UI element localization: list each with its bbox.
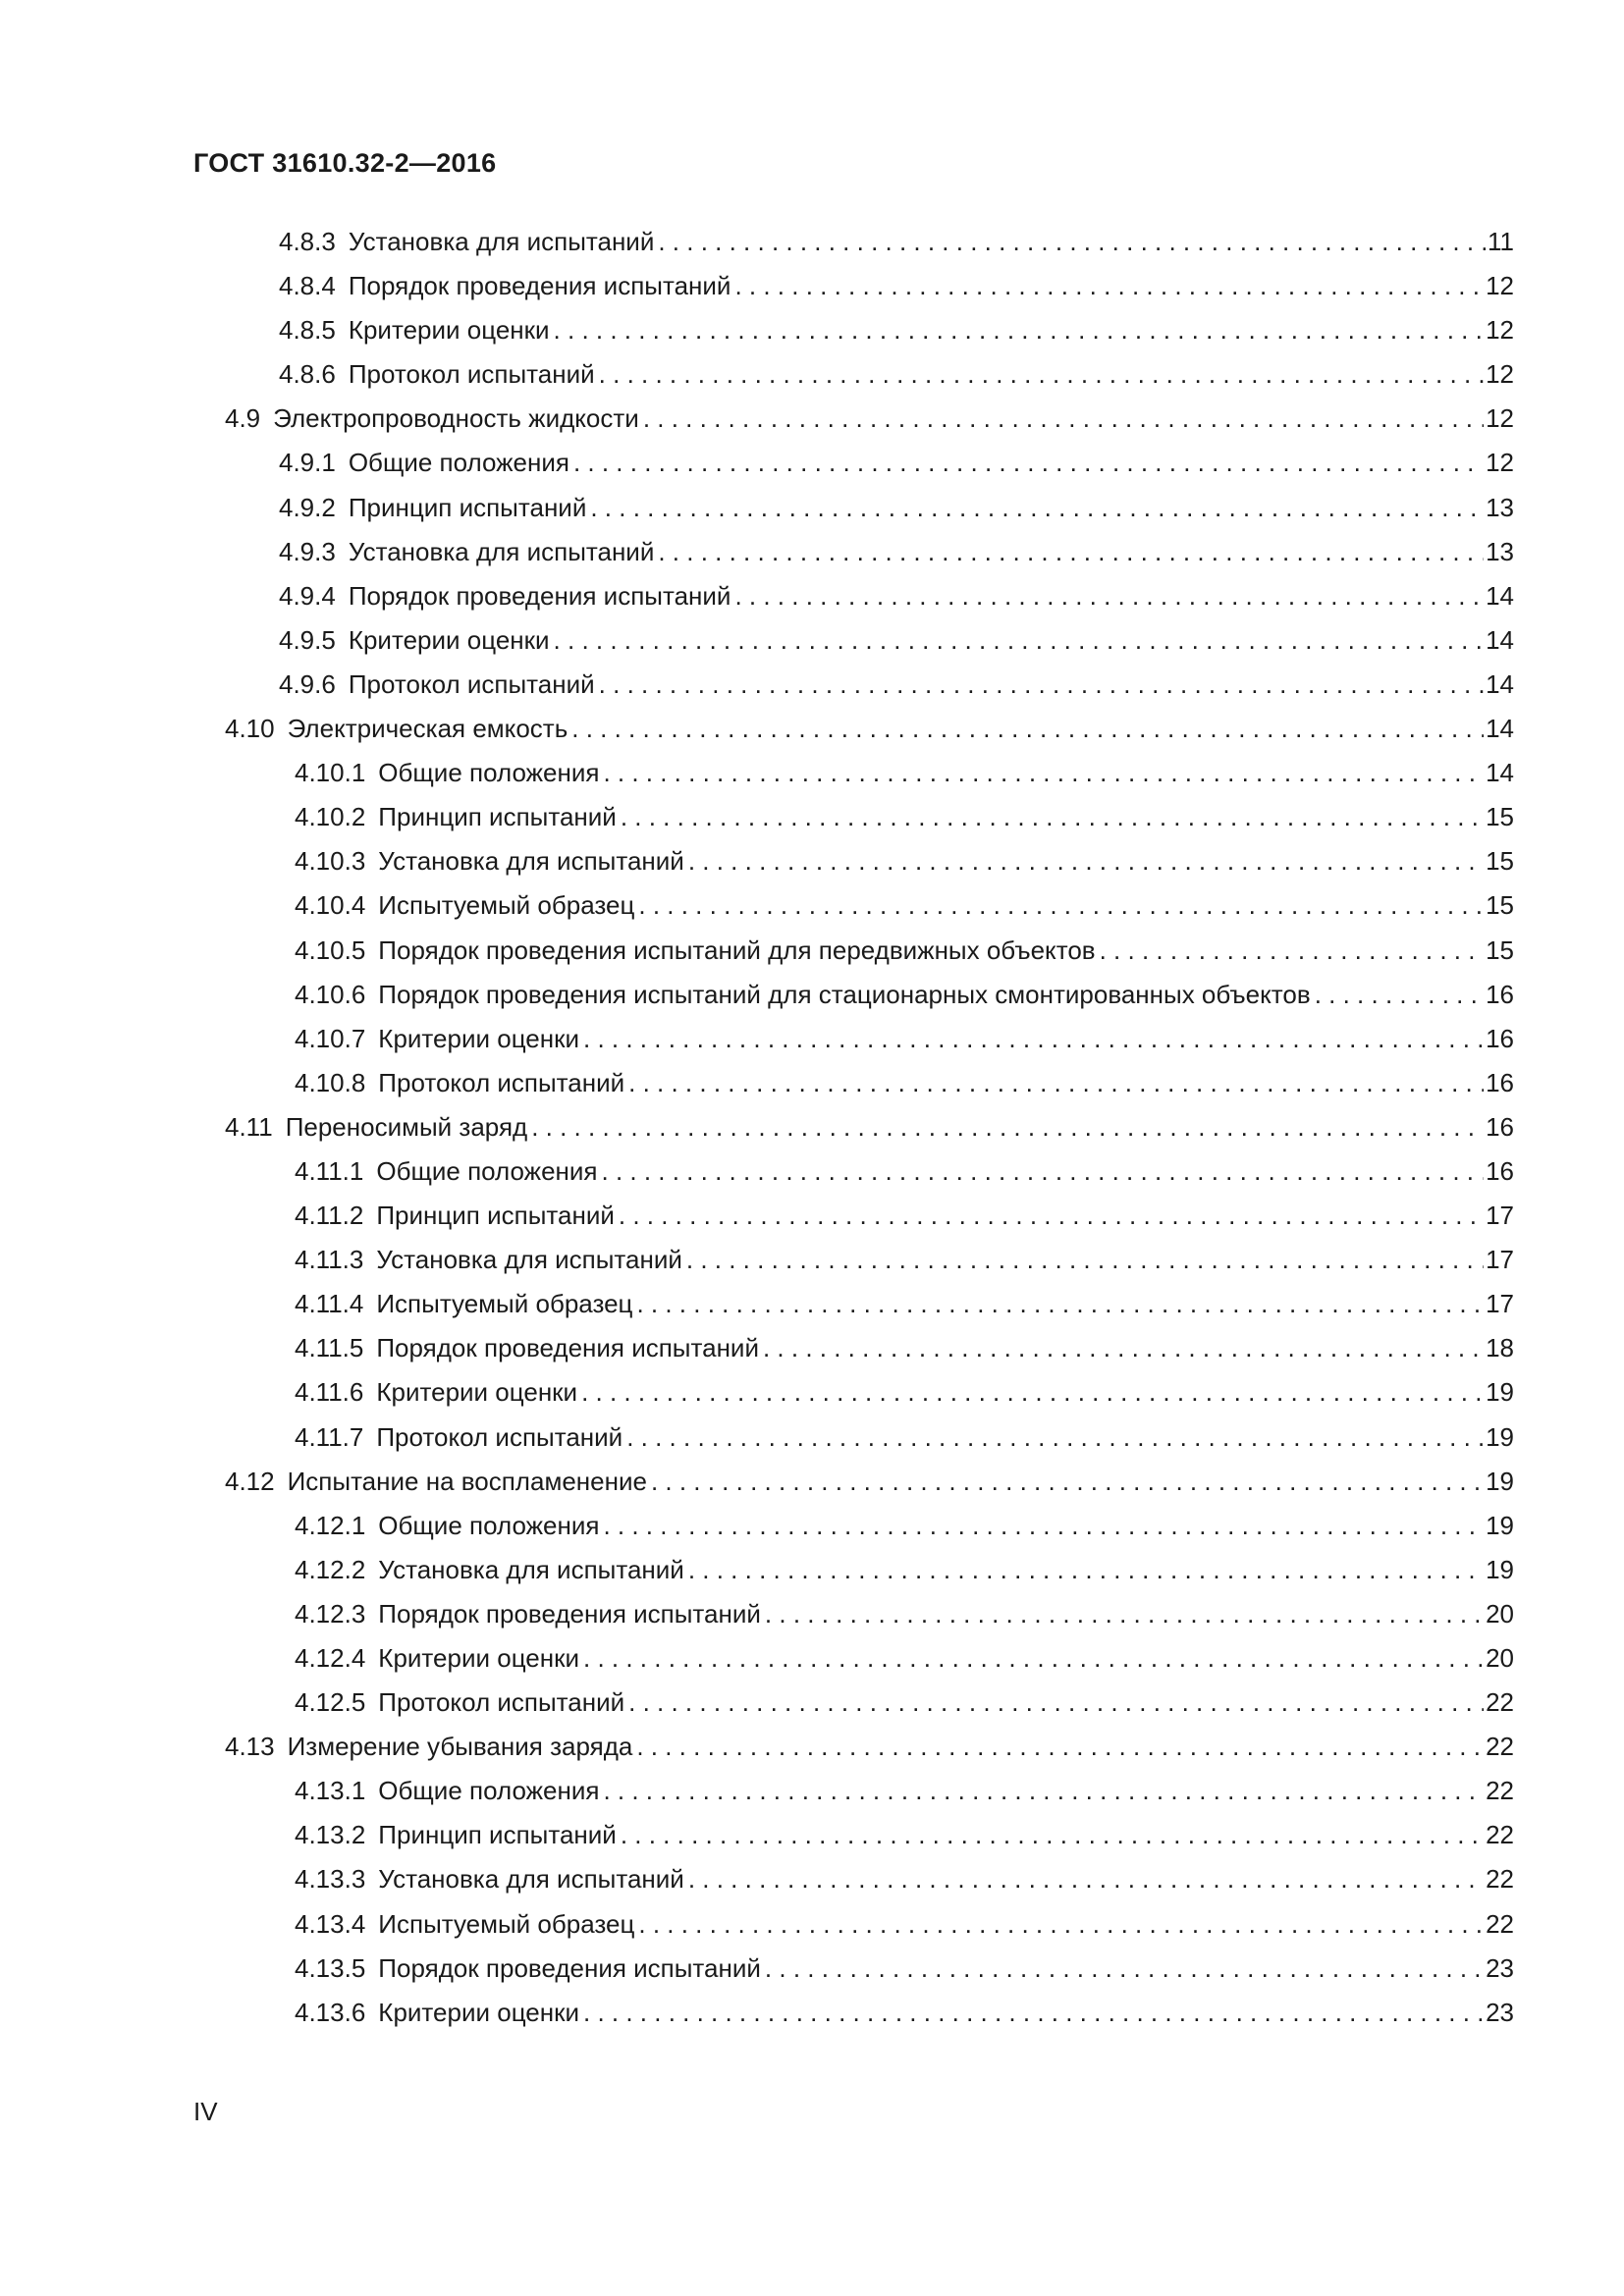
toc-entry[interactable] (0, 308, 1624, 352)
toc-dot-leader (1315, 973, 1484, 1017)
toc-entry-title: Протокол испытаний (378, 1067, 625, 1097)
toc-entry-title: Электропроводность жидкости (273, 403, 639, 434)
toc-entry-title: Принцип испытаний (378, 802, 617, 832)
toc-dot-leader (643, 397, 1484, 441)
toc-entry-page: 16 (1486, 1067, 1514, 1097)
toc-entry-number: 4.11.6 (295, 1377, 364, 1408)
toc-entry-number: 4.9.3 (279, 536, 336, 566)
toc-entry-line (295, 1017, 1514, 1061)
toc-entry-page: 22 (1486, 1864, 1514, 1895)
toc-entry-line (279, 530, 1514, 574)
toc-dot-leader (554, 308, 1485, 352)
toc-entry-number: 4.8.3 (279, 227, 336, 256)
toc-entry[interactable] (0, 486, 1624, 530)
toc-entry-line (279, 264, 1514, 308)
toc-entry-page: 19 (1486, 1510, 1514, 1540)
toc-entry-number: 4.9.4 (279, 580, 336, 611)
toc-entry-number: 4.10.7 (295, 1023, 366, 1053)
toc-entry-title: Критерии оценки (348, 624, 550, 655)
toc-entry-title: Порядок проведения испытаний для стационарных смонтированных объектов (378, 979, 1311, 1009)
toc-entry[interactable] (0, 1636, 1624, 1681)
toc-entry-line (295, 1947, 1514, 1991)
toc-entry[interactable] (0, 929, 1624, 973)
toc-entry-page: 15 (1486, 890, 1514, 921)
toc-entry-line (295, 1238, 1514, 1282)
toc-entry-page: 19 (1486, 1377, 1514, 1408)
toc-entry-page: 22 (1486, 1776, 1514, 1806)
toc-entry[interactable] (0, 839, 1624, 883)
toc-dot-leader (603, 751, 1484, 795)
toc-dot-leader (531, 1105, 1484, 1149)
toc-entry-line (295, 1504, 1514, 1548)
toc-entry[interactable] (0, 1813, 1624, 1857)
toc-entry-title: Критерии оценки (376, 1377, 578, 1408)
toc-entry-number: 4.9.5 (279, 624, 336, 655)
toc-entry-title: Протокол испытаний (348, 668, 595, 699)
toc-entry-page: 13 (1486, 492, 1514, 522)
toc-dot-leader (688, 839, 1484, 883)
toc-entry-line (295, 929, 1514, 973)
toc-entry[interactable] (0, 663, 1624, 707)
toc-entry[interactable] (0, 1504, 1624, 1548)
toc-entry-title: Порядок проведения испытаний (378, 1598, 761, 1629)
toc-entry-page: 16 (1486, 979, 1514, 1009)
toc-entry-number: 4.11.7 (295, 1421, 364, 1452)
toc-entry[interactable] (0, 707, 1624, 751)
toc-entry-line (295, 751, 1514, 795)
toc-dot-leader (590, 486, 1484, 530)
toc-entry-line (279, 441, 1514, 485)
toc-entry-page: 15 (1486, 934, 1514, 965)
toc-entry[interactable] (0, 618, 1624, 663)
toc-entry-number: 4.11.2 (295, 1201, 364, 1231)
toc-entry-page: 12 (1486, 403, 1514, 434)
toc-entry-line (279, 486, 1514, 530)
toc-entry-number: 4.8.5 (279, 315, 336, 346)
toc-dot-leader (688, 1857, 1484, 1901)
toc-entry-number: 4.13.5 (295, 1952, 366, 1983)
toc-entry-title: Порядок проведения испытаний для передвижных объектов (378, 934, 1096, 965)
toc-entry-number: 4.12.5 (295, 1687, 366, 1718)
toc-entry[interactable] (0, 795, 1624, 839)
toc-entry-number: 4.10.2 (295, 802, 366, 832)
toc-entry[interactable] (0, 1238, 1624, 1282)
toc-entry[interactable] (0, 1326, 1624, 1370)
toc-entry-number: 4.13.1 (295, 1776, 366, 1806)
toc-entry-title: Общие положения (376, 1155, 598, 1186)
toc-entry-number: 4.10 (225, 714, 275, 744)
toc-dot-leader (583, 1991, 1484, 2035)
toc-entry-page: 19 (1486, 1554, 1514, 1584)
toc-entry-line (295, 1194, 1514, 1238)
toc-entry-page: 12 (1486, 448, 1514, 478)
toc-entry-number: 4.8.6 (279, 359, 336, 390)
toc-dot-leader (554, 618, 1485, 663)
toc-entry-page: 20 (1486, 1643, 1514, 1673)
toc-dot-leader (599, 352, 1484, 397)
toc-entry-number: 4.9.1 (279, 448, 336, 478)
toc-entry-line (225, 1105, 1514, 1149)
toc-entry-title: Испытание на воспламенение (287, 1466, 647, 1496)
toc-entry[interactable] (0, 1282, 1624, 1326)
toc-entry-title: Общие положения (378, 1776, 600, 1806)
toc-entry-number: 4.11.4 (295, 1289, 364, 1319)
toc-entry[interactable] (0, 1194, 1624, 1238)
toc-dot-leader (636, 1725, 1484, 1769)
toc-entry-title: Общие положения (348, 448, 569, 478)
toc-entry-page: 13 (1486, 536, 1514, 566)
toc-entry[interactable] (0, 1061, 1624, 1105)
toc-entry[interactable] (0, 1548, 1624, 1592)
toc-entry[interactable] (0, 530, 1624, 574)
toc-entry-number: 4.11.3 (295, 1245, 364, 1275)
toc-entry-title: Критерии оценки (378, 1997, 580, 2027)
toc-dot-leader (765, 1592, 1484, 1636)
toc-entry-page: 23 (1486, 1952, 1514, 1983)
toc-dot-leader (573, 441, 1484, 485)
toc-entry[interactable] (0, 1725, 1624, 1769)
toc-entry-page: 14 (1486, 624, 1514, 655)
toc-entry-number: 4.13.6 (295, 1997, 366, 2027)
toc-entry-page: 22 (1486, 1908, 1514, 1939)
toc-entry[interactable] (0, 264, 1624, 308)
toc-entry[interactable] (0, 1415, 1624, 1460)
toc-entry-line (295, 973, 1514, 1017)
toc-entry-number: 4.13 (225, 1732, 275, 1762)
toc-entry[interactable] (0, 1017, 1624, 1061)
toc-entry-number: 4.10.4 (295, 890, 366, 921)
toc-entry-page: 17 (1486, 1245, 1514, 1275)
toc-dot-leader (688, 1548, 1484, 1592)
toc-entry-number: 4.10.8 (295, 1067, 366, 1097)
toc-entry-title: Испытуемый образец (378, 1908, 635, 1939)
toc-entry-line (225, 1725, 1514, 1769)
toc-entry-number: 4.10.6 (295, 979, 366, 1009)
toc-entry-number: 4.13.2 (295, 1820, 366, 1850)
toc-entry-line (295, 1282, 1514, 1326)
toc-dot-leader (599, 663, 1484, 707)
toc-entry-page: 23 (1486, 1997, 1514, 2027)
toc-entry-line (295, 1415, 1514, 1460)
toc-entry-line (295, 1681, 1514, 1725)
toc-entry[interactable] (0, 973, 1624, 1017)
toc-entry-number: 4.10.3 (295, 846, 366, 877)
toc-entry[interactable] (0, 1460, 1624, 1504)
toc-entry-line (225, 707, 1514, 751)
toc-entry-line (295, 1857, 1514, 1901)
toc-entry-number: 4.11.5 (295, 1333, 364, 1363)
toc-entry-line (279, 618, 1514, 663)
toc-entry-page: 16 (1486, 1023, 1514, 1053)
toc-entry[interactable] (0, 1947, 1624, 1991)
toc-entry-title: Электрическая емкость (287, 714, 568, 744)
toc-dot-leader (583, 1636, 1484, 1681)
toc-dot-leader (581, 1370, 1484, 1415)
toc-entry-page: 18 (1486, 1333, 1514, 1363)
toc-dot-leader (734, 574, 1484, 618)
toc-entry-title: Порядок проведения испытаний (376, 1333, 759, 1363)
toc-entry-title: Критерии оценки (348, 315, 550, 346)
toc-dot-leader (626, 1415, 1484, 1460)
toc-dot-leader (628, 1061, 1484, 1105)
toc-entry-title: Порядок проведения испытаний (348, 271, 731, 301)
toc-entry-page: 22 (1486, 1732, 1514, 1762)
toc-entry-page: 14 (1486, 668, 1514, 699)
toc-entry-title: Протокол испытаний (378, 1687, 625, 1718)
toc-entry-line (295, 1991, 1514, 2035)
toc-entry-number: 4.11.1 (295, 1155, 364, 1186)
toc-entry-line (225, 397, 1514, 441)
toc-dot-leader (636, 1282, 1484, 1326)
toc-entry-line (295, 839, 1514, 883)
toc-entry-title: Установка для испытаний (378, 1554, 684, 1584)
toc-entry-title: Измерение убывания заряда (287, 1732, 633, 1762)
toc-entry-page: 19 (1486, 1421, 1514, 1452)
toc-entry-page: 14 (1486, 758, 1514, 788)
toc-entry-page: 20 (1486, 1598, 1514, 1629)
toc-entry[interactable] (0, 1857, 1624, 1901)
toc-entry[interactable] (0, 220, 1624, 264)
toc-entry-title: Принцип испытаний (348, 492, 587, 522)
toc-entry-page: 11 (1488, 227, 1514, 256)
toc-entry-number: 4.13.3 (295, 1864, 366, 1895)
toc-entry-line (295, 1061, 1514, 1105)
toc-dot-leader (1100, 929, 1484, 973)
toc-dot-leader (628, 1681, 1484, 1725)
toc-entry-line (279, 308, 1514, 352)
toc-entry-number: 4.10.5 (295, 934, 366, 965)
toc-entry-line (295, 1548, 1514, 1592)
toc-entry-number: 4.12.4 (295, 1643, 366, 1673)
toc-dot-leader (638, 883, 1484, 928)
toc-entry-line (295, 1769, 1514, 1813)
toc-entry-line (295, 1370, 1514, 1415)
toc-entry-number: 4.12.3 (295, 1598, 366, 1629)
toc-dot-leader (658, 220, 1486, 264)
toc-entry-title: Установка для испытаний (378, 846, 684, 877)
toc-entry-title: Критерии оценки (378, 1643, 580, 1673)
toc-entry-line (279, 220, 1514, 264)
toc-dot-leader (603, 1769, 1484, 1813)
toc-entry-line (295, 1902, 1514, 1947)
toc-entry-title: Порядок проведения испытаний (348, 580, 731, 611)
toc-dot-leader (621, 795, 1484, 839)
toc-entry[interactable] (0, 1902, 1624, 1947)
toc-entry-page: 15 (1486, 802, 1514, 832)
toc-entry[interactable] (0, 1681, 1624, 1725)
toc-entry[interactable] (0, 352, 1624, 397)
toc-entry-line (295, 795, 1514, 839)
toc-entry-number: 4.10.1 (295, 758, 366, 788)
toc-entry-line (295, 1813, 1514, 1857)
toc-entry-title: Общие положения (378, 1510, 600, 1540)
toc-entry-line (279, 574, 1514, 618)
toc-dot-leader (658, 530, 1484, 574)
toc-entry[interactable] (0, 751, 1624, 795)
toc-entry-line (295, 1636, 1514, 1681)
toc-entry-page: 22 (1486, 1687, 1514, 1718)
toc-entry-title: Протокол испытаний (376, 1421, 623, 1452)
toc-entry-title: Испытуемый образец (378, 890, 635, 921)
toc-entry-title: Критерии оценки (378, 1023, 580, 1053)
toc-entry-line (295, 883, 1514, 928)
toc-entry-line (295, 1326, 1514, 1370)
toc-dot-leader (583, 1017, 1484, 1061)
toc-entry-page: 15 (1486, 846, 1514, 877)
toc-entry[interactable] (0, 1592, 1624, 1636)
toc-entry-page: 22 (1486, 1820, 1514, 1850)
toc-entry-number: 4.9.6 (279, 668, 336, 699)
toc-entry-title: Испытуемый образец (376, 1289, 633, 1319)
toc-entry-title: Принцип испытаний (376, 1201, 615, 1231)
toc-entry-page: 12 (1486, 359, 1514, 390)
toc-entry-title: Принцип испытаний (378, 1820, 617, 1850)
toc-entry-number: 4.12.2 (295, 1554, 366, 1584)
toc-entry-number: 4.8.4 (279, 271, 336, 301)
toc-entry-title: Порядок проведения испытаний (378, 1952, 761, 1983)
toc-dot-leader (734, 264, 1484, 308)
toc-entry-title: Протокол испытаний (348, 359, 595, 390)
toc-entry-page: 17 (1486, 1201, 1514, 1231)
toc-dot-leader (602, 1149, 1485, 1194)
toc-entry-page: 16 (1486, 1155, 1514, 1186)
toc-entry[interactable] (0, 883, 1624, 928)
toc-entry-page: 12 (1486, 271, 1514, 301)
toc-entry-page: 14 (1486, 714, 1514, 744)
toc-dot-leader (763, 1326, 1484, 1370)
toc-entry-title: Установка для испытаний (348, 227, 655, 256)
toc-entry[interactable] (0, 1105, 1624, 1149)
toc-entry-line (295, 1592, 1514, 1636)
toc-entry-number: 4.11 (225, 1111, 273, 1142)
toc-entry[interactable] (0, 574, 1624, 618)
table-of-contents (0, 220, 1624, 2035)
toc-entry-number: 4.12.1 (295, 1510, 366, 1540)
toc-dot-leader (603, 1504, 1484, 1548)
toc-entry-title: Установка для испытаний (348, 536, 655, 566)
toc-entry-number: 4.12 (225, 1466, 275, 1496)
document-header: ГОСТ 31610.32-2—2016 (193, 148, 497, 178)
toc-entry-number: 4.13.4 (295, 1908, 366, 1939)
toc-entry-title: Установка для испытаний (378, 1864, 684, 1895)
toc-entry-page: 19 (1486, 1466, 1514, 1496)
toc-entry-page: 17 (1486, 1289, 1514, 1319)
toc-dot-leader (621, 1813, 1484, 1857)
toc-entry[interactable] (0, 1769, 1624, 1813)
toc-dot-leader (765, 1947, 1484, 1991)
toc-entry-page: 16 (1486, 1111, 1514, 1142)
toc-entry-line (279, 663, 1514, 707)
toc-entry-number: 4.9 (225, 403, 261, 434)
toc-entry-title: Установка для испытаний (376, 1245, 682, 1275)
toc-dot-leader (619, 1194, 1484, 1238)
toc-dot-leader (571, 707, 1484, 751)
toc-entry-number: 4.9.2 (279, 492, 336, 522)
toc-entry-title: Общие положения (378, 758, 600, 788)
toc-entry-line (295, 1149, 1514, 1194)
toc-entry-page: 12 (1486, 315, 1514, 346)
toc-entry[interactable] (0, 1149, 1624, 1194)
toc-entry[interactable] (0, 441, 1624, 485)
toc-entry-page: 14 (1486, 580, 1514, 611)
toc-dot-leader (651, 1460, 1484, 1504)
toc-entry-line (225, 1460, 1514, 1504)
toc-entry[interactable] (0, 397, 1624, 441)
toc-dot-leader (638, 1902, 1484, 1947)
page-number: IV (193, 2097, 218, 2126)
toc-entry-title: Переносимый заряд (285, 1111, 528, 1142)
toc-entry[interactable] (0, 1991, 1624, 2035)
toc-dot-leader (686, 1238, 1484, 1282)
toc-entry-line (279, 352, 1514, 397)
toc-entry[interactable] (0, 1370, 1624, 1415)
